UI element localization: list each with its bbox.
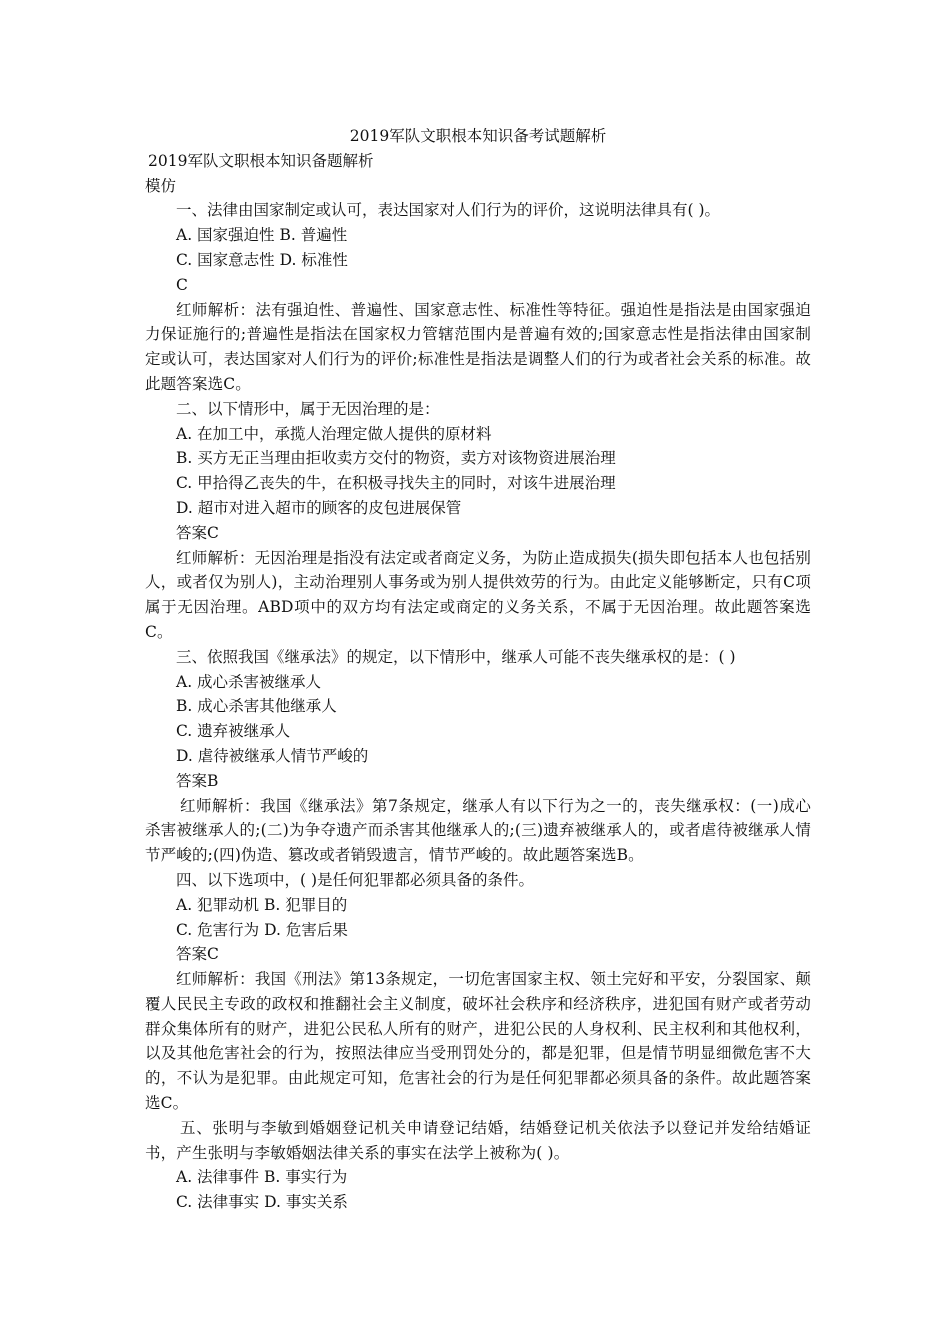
document-subtitle: 2019军队文职根本知识备题解析 (148, 151, 374, 170)
question-2: 二、以下情形中，属于无因治理的是： (176, 399, 440, 418)
question-4-options-ab: A. 犯罪动机 B. 犯罪目的 (176, 895, 348, 914)
question-2-option-a: A. 在加工中，承揽人治理定做人提供的原材料 (176, 424, 492, 443)
question-4-answer: 答案C (176, 945, 219, 964)
section-label: 模仿 (145, 176, 177, 195)
question-2-option-c: C. 甲拾得乙丧失的牛，在积极寻找失主的同时，对该牛进展治理 (176, 474, 616, 493)
document-page (145, 124, 811, 1215)
question-1-analysis: 红师解析：法有强迫性、普遍性、国家意志性、标准性等特征。强迫性是指法是由国家强迫力保证施行的;普遍性是指法在国家权力管辖范围内是普遍有效的;国家意志性是指法律由国家制定或认可，表达国家对人们行为的评价;标准性是指法是调整人们的行为或者社会关系的标准。故此题答案选C。 (145, 300, 811, 393)
question-1-answer: C (176, 275, 188, 294)
document-title: 2019军队文职根本知识备考试题解析 (349, 127, 607, 145)
question-4-analysis: 红师解析：我国《刑法》第13条规定，一切危害国家主权、领土完好和平安，分裂国家、颠覆人民民主专政的政权和推翻社会主义制度，破坏社会秩序和经济秩序，进犯国有财产或者劳动群众集体所有的财产，进犯公民私人所有的财产，进犯公民的人身权利、民主权利和其他权利，以及其他危害社会的行为，按照法律应当受刑罚处分的，都是犯罪，但是情节明显细微危害不大的，不认为是犯罪。由此规定可知，危害社会的行为是任何犯罪都必须具备的条件。故此题答案选C。 (145, 970, 811, 1113)
question-2-option-b: B. 买方无正当理由拒收卖方交付的物资，卖方对该物资进展治理 (176, 449, 616, 468)
question-3-option-d: D. 虐待被继承人情节严峻的 (176, 746, 369, 765)
question-1-options-cd: C. 国家意志性 D. 标准性 (176, 250, 348, 269)
question-5: 五、张明与李敏到婚姻登记机关申请登记结婚，结婚登记机关依法予以登记并发给结婚证书，产生张明与李敏婚姻法律关系的事实在法学上被称为( )。 (145, 1118, 811, 1162)
question-3: 三、依照我国《继承法》的规定，以下情形中，继承人可能不丧失继承权的是：( ) (176, 647, 736, 666)
question-3-option-b: B. 成心杀害其他继承人 (176, 697, 337, 716)
question-1-options-ab: A. 国家强迫性 B. 普遍性 (176, 226, 348, 245)
question-3-option-a: A. 成心杀害被继承人 (176, 672, 322, 691)
question-1: 一、法律由国家制定或认可，表达国家对人们行为的评价，这说明法律具有( )。 (176, 201, 721, 220)
question-3-analysis: 红师解析：我国《继承法》第7条规定，继承人有以下行为之一的，丧失继承权：(一)成心杀害被继承人的;(二)为争夺遗产而杀害其他继承人的;(三)遗弃被继承人的，或者虐待被继承人情节严峻的;(四)伪造、篡改或者销毁遗言，情节严峻的。故此题答案选B。 (145, 796, 811, 865)
question-4: 四、以下选项中，( )是任何犯罪都必须具备的条件。 (176, 870, 535, 889)
question-2-option-d: D. 超市对进入超市的顾客的皮包进展保管 (176, 498, 462, 517)
question-2-analysis: 红师解析：无因治理是指没有法定或者商定义务，为防止造成损失(损失即包括本人也包括别人，或者仅为别人)，主动治理别人事务或为别人提供效劳的行为。由此定义能够断定，只有C项属于无因治理。ABD项中的双方均有法定或商定的义务关系，不属于无因治理。故此题答案选C。 (145, 548, 811, 641)
question-5-options-ab: A. 法律事件 B. 事实行为 (176, 1168, 348, 1187)
question-3-option-c: C. 遗弃被继承人 (176, 722, 291, 741)
question-4-options-cd: C. 危害行为 D. 危害后果 (176, 920, 348, 939)
question-5-options-cd: C. 法律事实 D. 事实关系 (176, 1193, 348, 1212)
question-2-answer: 答案C (176, 523, 219, 542)
question-3-answer: 答案B (176, 771, 219, 790)
